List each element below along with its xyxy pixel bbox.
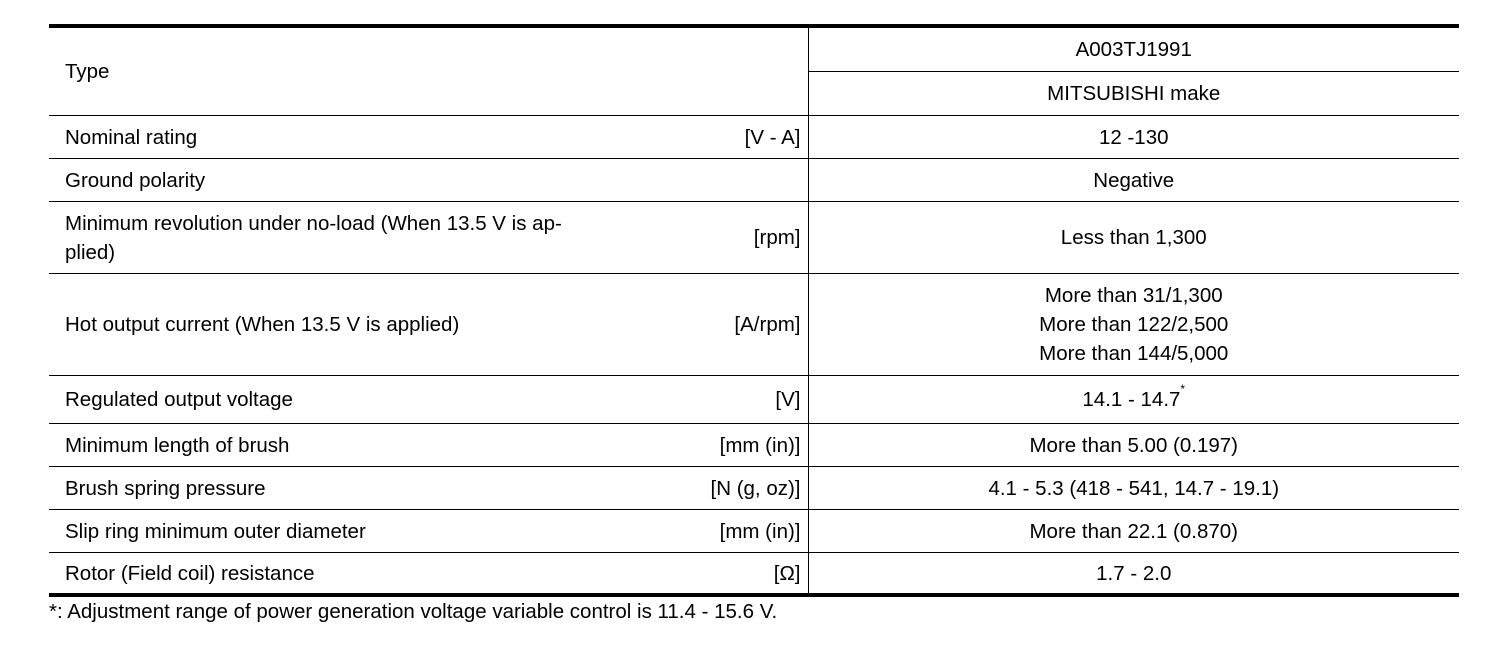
row-rotor-resistance bbox=[49, 553, 1459, 596]
param-label: Ground polarity bbox=[49, 159, 639, 202]
param-label: Slip ring minimum outer diameter bbox=[49, 510, 639, 553]
value-cell: Less than 1,300 bbox=[808, 202, 1459, 274]
value-cell: 4.1 - 5.3 (418 - 541, 14.7 - 19.1) bbox=[808, 467, 1459, 510]
value-line: More than 31/1,300 bbox=[1044, 284, 1223, 307]
value-cell: 1.7 - 2.0 bbox=[808, 553, 1459, 596]
row-brush-length bbox=[49, 424, 1459, 467]
value-line: More than 144/5,000 bbox=[1039, 342, 1229, 365]
alternator-spec-table bbox=[49, 24, 1459, 597]
param-label: Brush spring pressure bbox=[49, 467, 639, 510]
param-label: Nominal rating bbox=[49, 116, 639, 159]
param-label: Rotor (Field coil) resistance bbox=[49, 553, 639, 596]
value-cell: Negative bbox=[808, 159, 1459, 202]
value-cell: 12 -130 bbox=[808, 116, 1459, 159]
row-brush-spring-pressure bbox=[49, 467, 1459, 510]
type-value-model: A003TJ1991 bbox=[808, 26, 1459, 72]
value-cell bbox=[808, 376, 1459, 424]
value-cell: More than 5.00 (0.197) bbox=[808, 424, 1459, 467]
param-label: Minimum length of brush bbox=[49, 424, 639, 467]
value-cell bbox=[808, 274, 1459, 376]
unit-label: [mm (in)] bbox=[639, 510, 808, 553]
row-hot-output-current bbox=[49, 274, 1459, 376]
value-line: More than 122/2,500 bbox=[1039, 313, 1229, 336]
row-ground-polarity bbox=[49, 159, 1459, 202]
type-label: Type bbox=[49, 26, 639, 116]
unit-label: [V - A] bbox=[639, 116, 808, 159]
type-row-1 bbox=[49, 26, 1459, 72]
unit-label bbox=[639, 159, 808, 202]
unit-label: [N (g, oz)] bbox=[639, 467, 808, 510]
value-text: 14.1 - 14.7 bbox=[1082, 388, 1181, 411]
row-nominal-rating bbox=[49, 116, 1459, 159]
row-min-revolution bbox=[49, 202, 1459, 274]
param-label: Minimum revolution under no-load (When 13.5 V is ap- plied) bbox=[49, 202, 639, 274]
unit-label: [mm (in)] bbox=[639, 424, 808, 467]
unit-label: [A/rpm] bbox=[639, 274, 808, 376]
type-value-make: MITSUBISHI make bbox=[808, 72, 1459, 116]
row-regulated-voltage bbox=[49, 376, 1459, 424]
param-label: Regulated output voltage bbox=[49, 376, 639, 424]
footnote-marker: * bbox=[1180, 382, 1186, 396]
footnote: *: Adjustment range of power generation voltage variable control is 11.4 - 15.6 V. bbox=[49, 600, 778, 623]
row-slip-ring-diameter bbox=[49, 510, 1459, 553]
unit-label: [V] bbox=[639, 376, 808, 424]
unit-label: [rpm] bbox=[639, 202, 808, 274]
unit-label: [Ω] bbox=[639, 553, 808, 596]
type-unit bbox=[639, 26, 808, 116]
param-label: Hot output current (When 13.5 V is applied) bbox=[49, 274, 639, 376]
value-cell: More than 22.1 (0.870) bbox=[808, 510, 1459, 553]
